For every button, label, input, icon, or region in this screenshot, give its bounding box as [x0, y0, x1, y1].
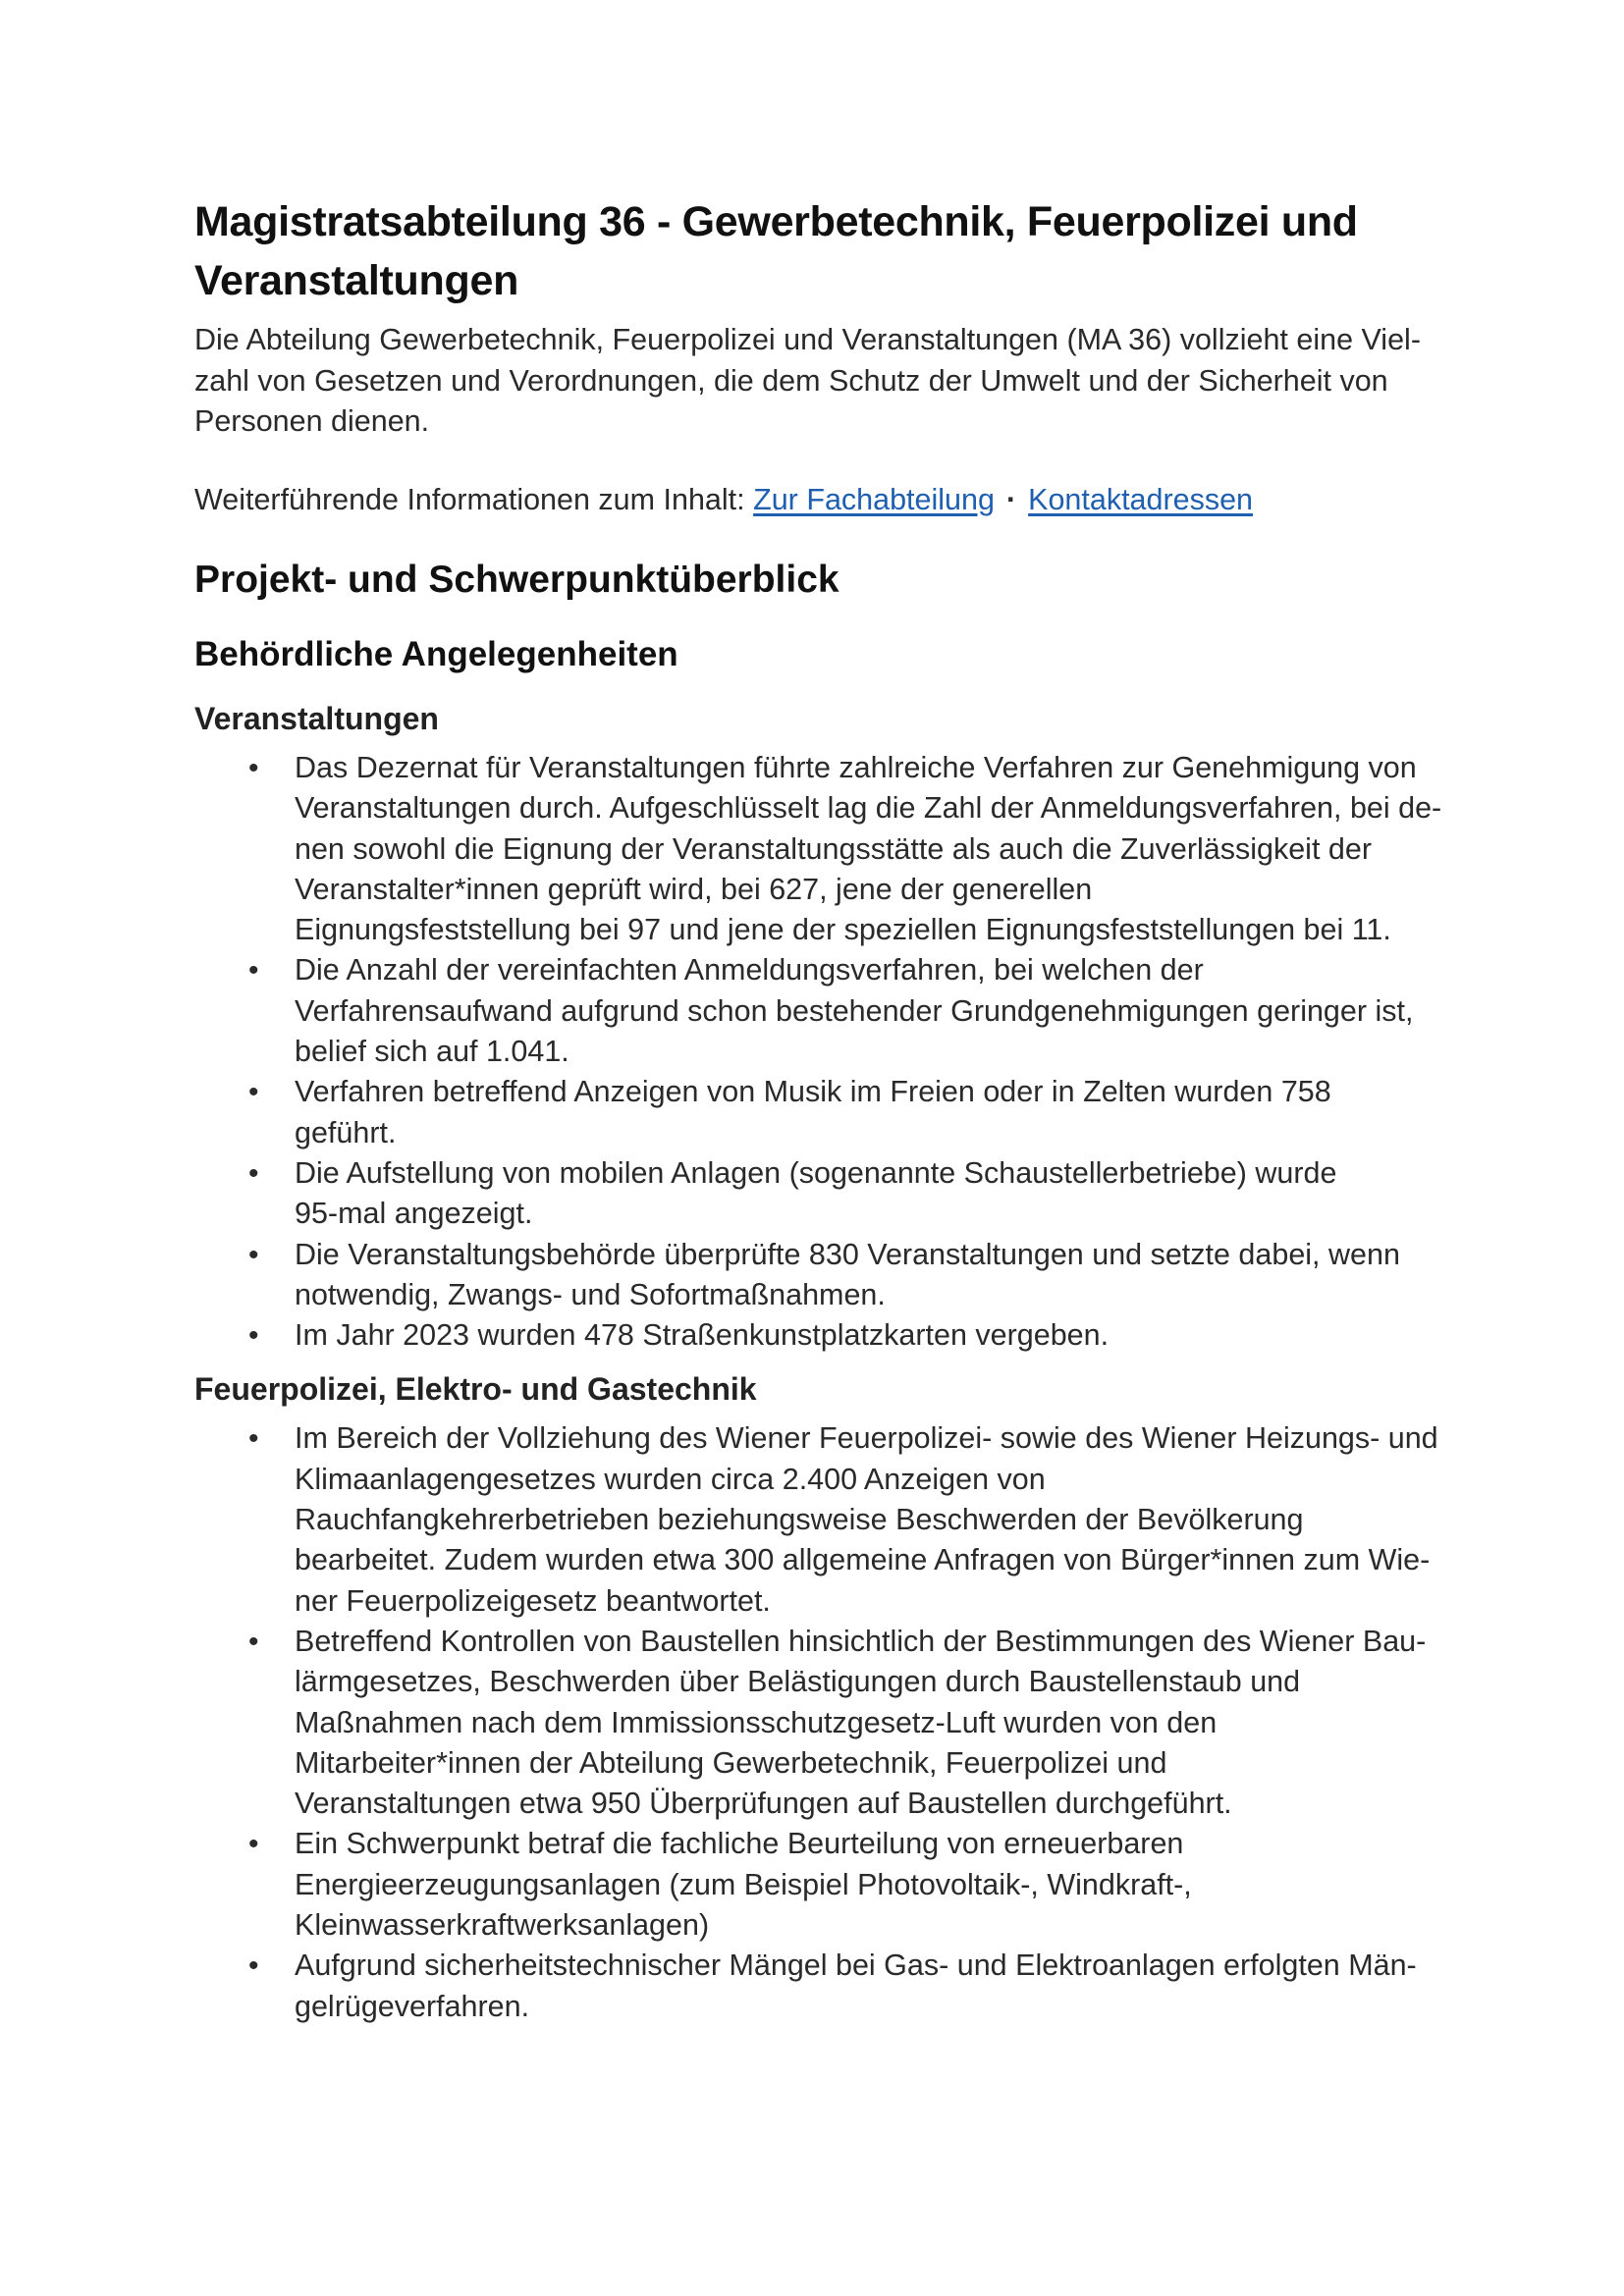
intro-line: zahl von Gesetzen und Verordnungen, die dem Schutz der Umwelt und der Sicherheit von [194, 363, 1388, 398]
list-item-line: 95-mal angezeigt. [295, 1197, 533, 1231]
list-item-line: Mitarbeiter*innen der Abteilung Gewerbetechnik, Feuerpolizei und [295, 1745, 1167, 1780]
list-item-line: Ein Schwerpunkt betraf die fachliche Beurteilung von erneuerbaren [295, 1827, 1184, 1861]
link-separator: · [1005, 482, 1017, 516]
list-item-line: Energieerzeugungsanlagen (zum Beispiel Photovoltaik-, Windkraft-, [295, 1867, 1192, 1901]
bullet-icon: • [248, 752, 259, 784]
bullet-icon: • [248, 954, 259, 988]
list-item [194, 748, 1441, 950]
section-heading: Projekt- und Schwerpunktüberblick [194, 559, 839, 601]
list-item-line: belief sich auf 1.041. [295, 1035, 569, 1069]
list-item-line: lärmgesetzes, Beschwerden über Belästigungen durch Baustellenstaub und [295, 1665, 1301, 1699]
list-item-line: Verfahren betreffend Anzeigen von Musik im Freien oder in Zelten wurden 758 [295, 1075, 1331, 1109]
list-item-line: Im Bereich der Vollziehung des Wiener Feuerpolizei- sowie des Wiener Heizungs- und [295, 1421, 1438, 1456]
document-page [194, 192, 1441, 2027]
list-item [194, 1946, 1441, 2027]
link-zur-fachabteilung[interactable]: Zur Fachabteilung [753, 482, 995, 516]
subsection-heading: Behördliche Angelegenheiten [194, 635, 678, 673]
page-title [194, 192, 1441, 310]
bullet-icon: • [248, 1319, 259, 1353]
list-item-line: Verfahrensaufwand aufgrund schon bestehender Grundgenehmigungen geringer ist, [295, 993, 1414, 1028]
list-item [194, 1153, 1441, 1235]
bullet-icon: • [248, 1422, 259, 1456]
list-item-line: bearbeitet. Zudem wurden etwa 300 allgemeine Anfragen von Bürger*innen zum Wie- [295, 1543, 1431, 1577]
list-item-line: nen sowohl die Eignung der Veranstaltungsstätte als auch die Zuverlässigkeit der [295, 831, 1372, 866]
list-item [194, 1622, 1441, 1824]
list-item [194, 1072, 1441, 1153]
list-item-line: Veranstaltungen durch. Aufgeschlüsselt lag die Zahl der Anmeldungsverfahren, bei de- [295, 791, 1442, 826]
link-kontaktadressen[interactable]: Kontaktadressen [1028, 482, 1254, 516]
list-veranstaltungen [194, 748, 1441, 1356]
heading-veranstaltungen: Veranstaltungen [194, 701, 439, 736]
intro-line: Die Abteilung Gewerbetechnik, Feuerpolizei und Veranstaltungen (MA 36) vollzieht eine Viel- [194, 323, 1421, 356]
list-item-line: Veranstaltungen etwa 950 Überprüfungen auf Baustellen durchgeführt. [295, 1787, 1232, 1821]
list-item-line: Maßnahmen nach dem Immissionsschutzgesetz-Luft wurden von den [295, 1705, 1218, 1739]
list-item-line: Die Aufstellung von mobilen Anlagen (sogenannte Schaustellerbetriebe) wurde [295, 1155, 1337, 1190]
list-item-line: Die Anzahl der vereinfachten Anmeldungsverfahren, bei welchen der [295, 953, 1204, 988]
list-item-line: notwendig, Zwangs- und Sofortmaßnahmen. [295, 1277, 886, 1311]
bullet-icon: • [248, 1156, 259, 1190]
list-item-line: Veranstalter*innen geprüft wird, bei 627, jene der generellen [295, 872, 1093, 906]
further-info-links [194, 480, 1441, 521]
intro-line: Personen dienen. [194, 404, 430, 438]
list-item-line: Eignungsfeststellung bei 97 und jene der speziellen Eignungsfeststellungen bei 11. [295, 913, 1391, 947]
list-item-line: gelrügeverfahren. [295, 1989, 530, 2023]
bullet-icon: • [248, 1238, 259, 1271]
list-item-line: Im Jahr 2023 wurden 478 Straßenkunstplatzkarten vergeben. [295, 1318, 1110, 1353]
further-info-label: Weiterführende Informationen zum Inhalt: [194, 482, 745, 516]
list-item-line: Kleinwasserkraftwerksanlagen) [295, 1908, 710, 1943]
bullet-icon: • [248, 1076, 259, 1109]
list-item-line: Rauchfangkehrerbetrieben beziehungsweise Beschwerden der Bevölkerung [295, 1503, 1304, 1537]
page-title-line: Magistratsabteilung 36 - Gewerbetechnik, Feuerpolizei und [194, 198, 1358, 245]
bullet-icon: • [248, 1949, 259, 1983]
list-item [194, 1315, 1441, 1356]
list-item [194, 1418, 1441, 1621]
list-item [194, 1824, 1441, 1946]
page-title-line: Veranstaltungen [194, 257, 519, 304]
heading-feuerpolizei: Feuerpolizei, Elektro- und Gastechnik [194, 1371, 757, 1408]
list-item-line: ner Feuerpolizeigesetz beantwortet. [295, 1583, 771, 1618]
list-item-line: Das Dezernat für Veranstaltungen führte zahlreiche Verfahren zur Genehmigung von [295, 751, 1417, 784]
list-item-line: Aufgrund sicherheitstechnischer Mängel bei Gas- und Elektroanlagen erfolgten Män- [295, 1949, 1417, 1983]
list-item [194, 1235, 1441, 1316]
bullet-icon: • [248, 1828, 259, 1861]
list-item-line: Betreffend Kontrollen von Baustellen hinsichtlich der Bestimmungen des Wiener Bau- [295, 1624, 1427, 1658]
list-feuerpolizei [194, 1418, 1441, 2026]
list-item [194, 950, 1441, 1072]
list-item-line: Die Veranstaltungsbehörde überprüfte 830 Veranstaltungen und setzte dabei, wenn [295, 1237, 1400, 1271]
bullet-icon: • [248, 1625, 259, 1658]
list-item-line: geführt. [295, 1115, 397, 1149]
intro-paragraph [194, 320, 1441, 443]
list-item-line: Klimaanlagengesetzes wurden circa 2.400 Anzeigen von [295, 1462, 1046, 1496]
